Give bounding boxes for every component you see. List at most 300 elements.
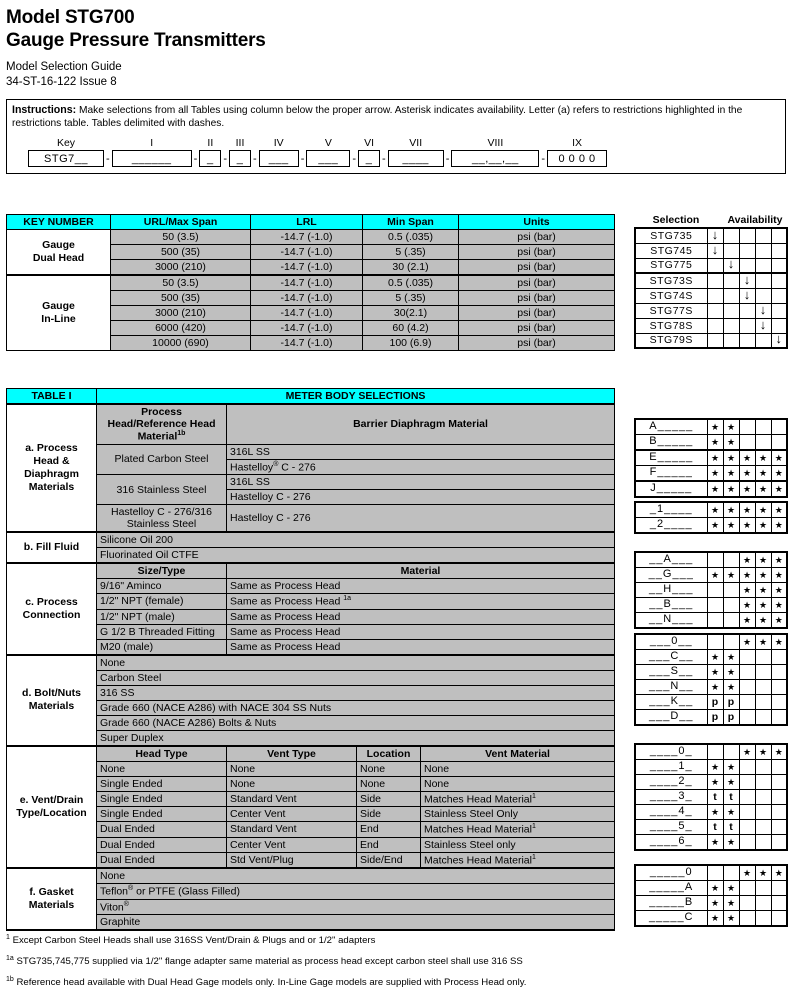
model-code-input[interactable]: ___ — [259, 150, 299, 167]
availability-asterisk-cell — [755, 502, 771, 518]
availability-asterisk-cell — [771, 450, 787, 466]
selection-code[interactable]: B_____ — [635, 435, 707, 451]
footnote-marker: 1 — [531, 792, 536, 800]
table1-vent-type-cell: Center Vent — [227, 807, 357, 822]
asterisk-icon: ★ — [758, 867, 768, 878]
availability-empty-cell — [739, 881, 755, 896]
model-code-group-key — [28, 137, 104, 167]
table-row — [7, 899, 615, 915]
asterisk-icon: ★ — [710, 504, 720, 515]
key-number-minspan-cell: 30(2.1) — [363, 306, 459, 321]
model-code-input[interactable]: STG7__ — [28, 150, 104, 167]
selection-model-code[interactable]: STG775 — [635, 258, 707, 273]
table-row — [7, 715, 615, 730]
asterisk-icon: ★ — [742, 452, 752, 463]
selection-code[interactable]: J_____ — [635, 481, 707, 497]
table-row — [7, 548, 615, 564]
key-number-url-cell: 50 (3.5) — [111, 230, 251, 245]
model-code-input[interactable]: 0 0 0 0 — [547, 150, 607, 167]
instructions-box — [6, 99, 786, 174]
selection-header-label: Selection — [652, 214, 700, 226]
availability-empty-cell — [739, 896, 755, 911]
asterisk-icon: ★ — [726, 651, 736, 662]
availability-asterisk-cell — [739, 583, 755, 598]
key-number-minspan-cell: 100 (6.9) — [363, 336, 459, 351]
table1-section-label-line: Diaphragm — [24, 468, 79, 480]
table-row — [7, 807, 615, 822]
table1-location-cell: None — [357, 776, 421, 791]
availability-asterisk-cell — [771, 583, 787, 598]
availability-empty-cell — [739, 303, 755, 318]
selection-code[interactable]: __N___ — [635, 613, 707, 629]
availability-empty-cell — [723, 613, 739, 629]
selection-code[interactable]: ____1_ — [635, 760, 707, 775]
key-number-lrl-cell: -14.7 (-1.0) — [251, 306, 363, 321]
restriction-letter: t — [713, 820, 717, 833]
table-row — [7, 915, 615, 931]
down-arrow-icon: ↓ — [743, 271, 751, 287]
key-number-units-cell: psi (bar) — [459, 245, 615, 260]
restriction-letter: t — [729, 820, 733, 833]
table1-diaphragm-cell: 316L SS — [227, 475, 615, 490]
selection-code-table-a — [634, 418, 788, 498]
footnote-text: Except Carbon Steel Heads shall use 316SS Vent/Drain & Plugs and or 1/2" adapters — [9, 935, 376, 947]
selection-code[interactable]: F_____ — [635, 466, 707, 482]
availability-empty-cell — [723, 634, 739, 650]
table1-head-type-cell: Dual Ended — [97, 822, 227, 838]
availability-empty-cell — [771, 273, 787, 288]
selection-code[interactable]: ____0_ — [635, 744, 707, 760]
document-header — [0, 0, 792, 90]
model-code-group-iii — [229, 137, 251, 167]
availability-empty-cell — [707, 598, 723, 613]
asterisk-icon: ★ — [774, 867, 783, 878]
selection-code-row — [635, 881, 787, 896]
model-code-separator: - — [382, 153, 386, 165]
table1-vent-material-cell: Matches Head Material$^1$ — [421, 822, 615, 838]
table1-vent-material-cell: Matches Head Material$^1$ — [421, 791, 615, 807]
footnote — [6, 953, 526, 968]
availability-empty-cell — [771, 881, 787, 896]
selection-code[interactable]: ___0__ — [635, 634, 707, 650]
availability-empty-cell — [755, 435, 771, 451]
table-row — [7, 275, 615, 291]
availability-empty-cell — [771, 805, 787, 820]
availability-asterisk-cell — [707, 568, 723, 583]
table-row — [7, 594, 615, 610]
key-number-group-label-line: Gauge — [42, 300, 75, 312]
availability-empty-cell — [723, 288, 739, 303]
table-row — [7, 670, 615, 685]
selection-code[interactable]: __G___ — [635, 568, 707, 583]
asterisk-icon: ★ — [710, 651, 720, 662]
availability-empty-cell — [771, 288, 787, 303]
selection-code[interactable]: ____4_ — [635, 805, 707, 820]
availability-empty-cell — [739, 710, 755, 726]
availability-arrow-cell — [755, 318, 771, 333]
asterisk-icon: ★ — [774, 467, 783, 478]
restriction-letter: p — [711, 695, 719, 708]
selection-code[interactable]: ___D__ — [635, 710, 707, 726]
asterisk-icon: ★ — [774, 569, 783, 580]
table-row — [7, 837, 615, 852]
availability-empty-cell — [739, 228, 755, 243]
model-code-input[interactable]: _ — [358, 150, 380, 167]
model-code-separator: - — [193, 153, 198, 165]
table1-col-header: Location — [357, 746, 421, 762]
table1-location-cell: End — [357, 822, 421, 838]
availability-empty-cell — [723, 744, 739, 760]
availability-empty-cell — [707, 634, 723, 650]
footnote-text: STG735,745,775 supplied via 1/2" flange adapter same material as process head except carbon steel shall use 316 SS — [13, 956, 523, 968]
availability-asterisk-cell — [771, 568, 787, 583]
code-block-f — [634, 864, 788, 927]
down-arrow-icon: ↓ — [775, 331, 782, 347]
availability-empty-cell — [771, 650, 787, 665]
selection-code-row — [635, 634, 787, 650]
table1-option-cell: Silicone Oil 200 — [97, 532, 615, 548]
key-number-col-header: Units — [459, 215, 615, 230]
availability-empty-cell — [739, 805, 755, 820]
footnote-marker: ® — [273, 460, 279, 468]
model-code-input[interactable]: _ — [199, 150, 221, 167]
table1-option-cell: None — [97, 868, 615, 884]
availability-empty-cell — [723, 318, 739, 333]
asterisk-icon: ★ — [710, 761, 720, 772]
table1-section-label-line: Materials — [28, 700, 75, 712]
asterisk-icon: ★ — [726, 421, 736, 432]
model-code-label: II — [207, 137, 214, 149]
selection-availability-table — [634, 227, 788, 349]
asterisk-icon: ★ — [710, 806, 720, 817]
availability-empty-cell — [771, 775, 787, 790]
asterisk-icon: ★ — [726, 897, 736, 908]
selection-code-row — [635, 680, 787, 695]
asterisk-icon: ★ — [726, 681, 736, 692]
model-code-separator: - — [300, 153, 305, 165]
model-code-group-ix — [547, 137, 607, 167]
selection-model-code[interactable]: STG745 — [635, 243, 707, 258]
selection-code-row — [635, 613, 787, 629]
availability-empty-cell — [755, 665, 771, 680]
key-number-group-label — [7, 275, 111, 351]
selection-code[interactable]: E_____ — [635, 450, 707, 466]
table-row — [7, 746, 615, 762]
availability-header-label: Availability — [727, 214, 783, 226]
table1-size-type-cell: 9/16" Aminco — [97, 579, 227, 594]
table1-section-label-line: a. Process — [25, 442, 78, 454]
availability-empty-cell — [739, 435, 755, 451]
model-code-input[interactable]: _ — [229, 150, 251, 167]
selection-code[interactable]: _____0 — [635, 865, 707, 881]
model-code-separator: - — [541, 153, 546, 165]
availability-asterisk-cell — [755, 583, 771, 598]
model-code-label: VI — [364, 137, 374, 149]
key-number-section — [6, 214, 615, 351]
key-number-lrl-cell: -14.7 (-1.0) — [251, 336, 363, 351]
selection-code[interactable]: A_____ — [635, 419, 707, 435]
table-row — [7, 404, 615, 444]
availability-empty-cell — [771, 243, 787, 258]
availability-empty-cell — [771, 435, 787, 451]
selection-model-code[interactable]: STG74S — [635, 288, 707, 303]
availability-asterisk-cell — [723, 881, 739, 896]
key-number-url-cell: 3000 (210) — [111, 306, 251, 321]
availability-empty-cell — [707, 318, 723, 333]
availability-asterisk-cell — [707, 435, 723, 451]
availability-asterisk-cell — [723, 896, 739, 911]
availability-empty-cell — [707, 303, 723, 318]
table1-option-cell: Viton® — [97, 899, 615, 915]
asterisk-icon: ★ — [742, 569, 752, 580]
selection-code[interactable]: _2____ — [635, 518, 707, 534]
table1-vent-type-cell: None — [227, 776, 357, 791]
page-title-line1: Model STG700 — [6, 7, 135, 28]
availability-empty-cell — [723, 598, 739, 613]
table-row — [7, 791, 615, 807]
availability-asterisk-cell — [755, 634, 771, 650]
selection-code-table-c — [634, 551, 788, 629]
availability-empty-cell — [739, 760, 755, 775]
selection-code-table-b — [634, 501, 788, 534]
model-code-group-ii — [199, 137, 221, 167]
selection-code[interactable]: __A___ — [635, 552, 707, 568]
asterisk-icon: ★ — [742, 467, 752, 478]
selection-code[interactable]: ___N__ — [635, 680, 707, 695]
selection-model-code[interactable]: STG78S — [635, 318, 707, 333]
table1-col-header: Size/Type — [97, 563, 227, 579]
availability-empty-cell — [723, 583, 739, 598]
table-row — [7, 655, 615, 671]
selection-code-row — [635, 835, 787, 851]
selection-code-row — [635, 820, 787, 835]
table-row — [7, 563, 615, 579]
table-row — [7, 475, 615, 490]
asterisk-icon: ★ — [710, 483, 720, 494]
availability-asterisk-cell — [771, 634, 787, 650]
availability-asterisk-cell — [771, 466, 787, 482]
key-number-units-cell: psi (bar) — [459, 291, 615, 306]
availability-asterisk-cell — [739, 502, 755, 518]
key-number-units-cell: psi (bar) — [459, 260, 615, 276]
asterisk-icon: ★ — [742, 614, 752, 625]
table-row — [7, 230, 615, 245]
availability-empty-cell — [739, 258, 755, 273]
model-code-group-vi — [358, 137, 380, 167]
table1-vent-type-cell: Standard Vent — [227, 791, 357, 807]
instructions-label: Instructions: — [12, 104, 77, 116]
key-number-minspan-cell: 5 (.35) — [363, 245, 459, 260]
availability-empty-cell — [707, 744, 723, 760]
asterisk-icon: ★ — [742, 599, 752, 610]
selection-code[interactable]: _____C — [635, 911, 707, 927]
model-code-group-vii — [388, 137, 444, 167]
down-arrow-icon: ↓ — [711, 226, 719, 242]
asterisk-icon: ★ — [710, 519, 720, 530]
asterisk-icon: ★ — [710, 776, 720, 787]
availability-asterisk-cell — [723, 419, 739, 435]
availability-asterisk-cell — [707, 466, 723, 482]
asterisk-icon: ★ — [774, 614, 783, 625]
availability-empty-cell — [755, 228, 771, 243]
key-number-group-label — [7, 230, 111, 276]
asterisk-icon: ★ — [758, 554, 768, 565]
table1-section-label-d — [7, 655, 97, 746]
table-row — [7, 822, 615, 838]
availability-asterisk-cell — [707, 896, 723, 911]
code-block-b — [634, 501, 788, 534]
asterisk-icon: ★ — [726, 483, 736, 494]
selection-model-code[interactable]: STG73S — [635, 273, 707, 288]
availability-empty-cell — [739, 680, 755, 695]
model-code-input[interactable]: ______ — [112, 150, 192, 167]
availability-asterisk-cell — [707, 665, 723, 680]
availability-asterisk-cell — [739, 466, 755, 482]
asterisk-icon: ★ — [726, 569, 736, 580]
table-row — [7, 868, 615, 884]
availability-empty-cell — [771, 820, 787, 835]
asterisk-icon: ★ — [742, 746, 752, 757]
restriction-letter: t — [729, 790, 733, 803]
selection-code[interactable]: ___S__ — [635, 665, 707, 680]
table1-option-cell: Fluorinated Oil CTFE — [97, 548, 615, 564]
availability-empty-cell — [755, 790, 771, 805]
footnote — [6, 974, 526, 989]
restriction-letter: t — [713, 790, 717, 803]
availability-asterisk-cell — [707, 881, 723, 896]
selection-code-row — [635, 790, 787, 805]
selection-code-row — [635, 695, 787, 710]
selection-code-row — [635, 466, 787, 482]
selection-model-code[interactable]: STG77S — [635, 303, 707, 318]
availability-asterisk-cell — [707, 502, 723, 518]
model-code-label: V — [324, 137, 332, 149]
table1-size-type-cell: M20 (male) — [97, 639, 227, 655]
selection-code-row — [635, 481, 787, 497]
availability-empty-cell — [771, 835, 787, 851]
instructions-body: Make selections from all Tables using column below the proper arrow. Asterisk indicates availability. Letter (a) refers to restrictions highlighted in the restrictions table. Tables delimited with dashes. — [12, 105, 743, 129]
key-number-group-label-line: Dual Head — [32, 252, 85, 264]
availability-empty-cell — [755, 333, 771, 348]
model-code-input[interactable]: ___ — [306, 150, 350, 167]
table1-diaphragm-cell: 316L SS — [227, 444, 615, 459]
table1-material-cell: Same as Process Head — [227, 624, 615, 639]
model-code-label: VIII — [487, 137, 504, 149]
availability-empty-cell — [739, 835, 755, 851]
selection-code[interactable]: __H___ — [635, 583, 707, 598]
selection-model-code[interactable]: STG79S — [635, 333, 707, 348]
selection-code[interactable]: __B___ — [635, 598, 707, 613]
availability-asterisk-cell — [771, 518, 787, 534]
selection-code[interactable]: _____B — [635, 896, 707, 911]
availability-empty-cell — [755, 760, 771, 775]
availability-empty-cell — [707, 865, 723, 881]
table1-diaphragm-cell: Hastelloy C - 276 — [227, 505, 615, 533]
selection-code[interactable]: ____5_ — [635, 820, 707, 835]
availability-empty-cell — [707, 552, 723, 568]
selection-code[interactable]: ____6_ — [635, 835, 707, 851]
availability-asterisk-cell — [755, 450, 771, 466]
availability-empty-cell — [739, 650, 755, 665]
table1-process-head-cell: Plated Carbon Steel — [97, 444, 227, 475]
table-row — [7, 444, 615, 459]
selection-code[interactable]: ____2_ — [635, 775, 707, 790]
selection-model-code[interactable]: STG735 — [635, 228, 707, 243]
asterisk-icon: ★ — [758, 483, 768, 494]
model-code-label: III — [235, 137, 245, 149]
key-number-url-cell: 500 (35) — [111, 291, 251, 306]
down-arrow-icon: ↓ — [743, 286, 751, 302]
availability-empty-cell — [771, 695, 787, 710]
table1-vent-type-cell: Std Vent/Plug — [227, 852, 357, 868]
key-number-units-cell: psi (bar) — [459, 230, 615, 245]
key-number-lrl-cell: -14.7 (-1.0) — [251, 245, 363, 260]
availability-empty-cell — [707, 258, 723, 273]
availability-asterisk-cell — [707, 680, 723, 695]
table1-head-type-cell: Dual Ended — [97, 852, 227, 868]
selection-code[interactable]: ____3_ — [635, 790, 707, 805]
key-number-col-header: Min Span — [363, 215, 459, 230]
selection-code[interactable]: ___C__ — [635, 650, 707, 665]
selection-code-row — [635, 760, 787, 775]
availability-empty-cell — [771, 258, 787, 273]
selection-code-row — [635, 598, 787, 613]
down-arrow-icon: ↓ — [711, 241, 719, 257]
model-code-input[interactable]: ____ — [388, 150, 444, 167]
availability-empty-cell — [723, 228, 739, 243]
footnote-marker: 1a — [343, 595, 352, 602]
availability-empty-cell — [707, 333, 723, 348]
selection-code[interactable]: _____A — [635, 881, 707, 896]
selection-row — [635, 273, 787, 288]
availability-asterisk-cell — [739, 613, 755, 629]
table-row — [7, 624, 615, 639]
selection-code[interactable]: ___K__ — [635, 695, 707, 710]
restriction-letter: p — [711, 710, 719, 723]
availability-letter-cell — [723, 695, 739, 710]
table1-head-type-cell: Single Ended — [97, 791, 227, 807]
table1-col-header: Material — [227, 563, 615, 579]
selection-code-table-f — [634, 864, 788, 927]
model-code-input[interactable]: __,__,__ — [451, 150, 539, 167]
asterisk-icon: ★ — [710, 421, 720, 432]
selection-code[interactable]: _1____ — [635, 502, 707, 518]
table1-section-label-f — [7, 868, 97, 930]
asterisk-icon: ★ — [758, 614, 768, 625]
table1-vent-material-cell: Stainless Steel Only — [421, 807, 615, 822]
table1-size-type-cell: 1/2" NPT (male) — [97, 609, 227, 624]
footnote-marker: 1b — [177, 430, 186, 437]
availability-empty-cell — [755, 650, 771, 665]
table-row — [7, 639, 615, 655]
availability-arrow-cell — [739, 288, 755, 303]
key-number-units-cell: psi (bar) — [459, 321, 615, 336]
availability-asterisk-cell — [707, 805, 723, 820]
availability-asterisk-cell — [707, 450, 723, 466]
availability-asterisk-cell — [755, 481, 771, 497]
asterisk-icon: ★ — [742, 504, 752, 515]
selection-row — [635, 228, 787, 243]
asterisk-icon: ★ — [742, 483, 752, 494]
table-row — [7, 730, 615, 746]
selection-code-row — [635, 502, 787, 518]
selection-code-row — [635, 665, 787, 680]
availability-asterisk-cell — [755, 552, 771, 568]
table1-section-label-line: Connection — [22, 608, 81, 621]
code-block-a — [634, 418, 788, 498]
availability-asterisk-cell — [755, 466, 771, 482]
table1-section-label-b — [7, 532, 97, 563]
